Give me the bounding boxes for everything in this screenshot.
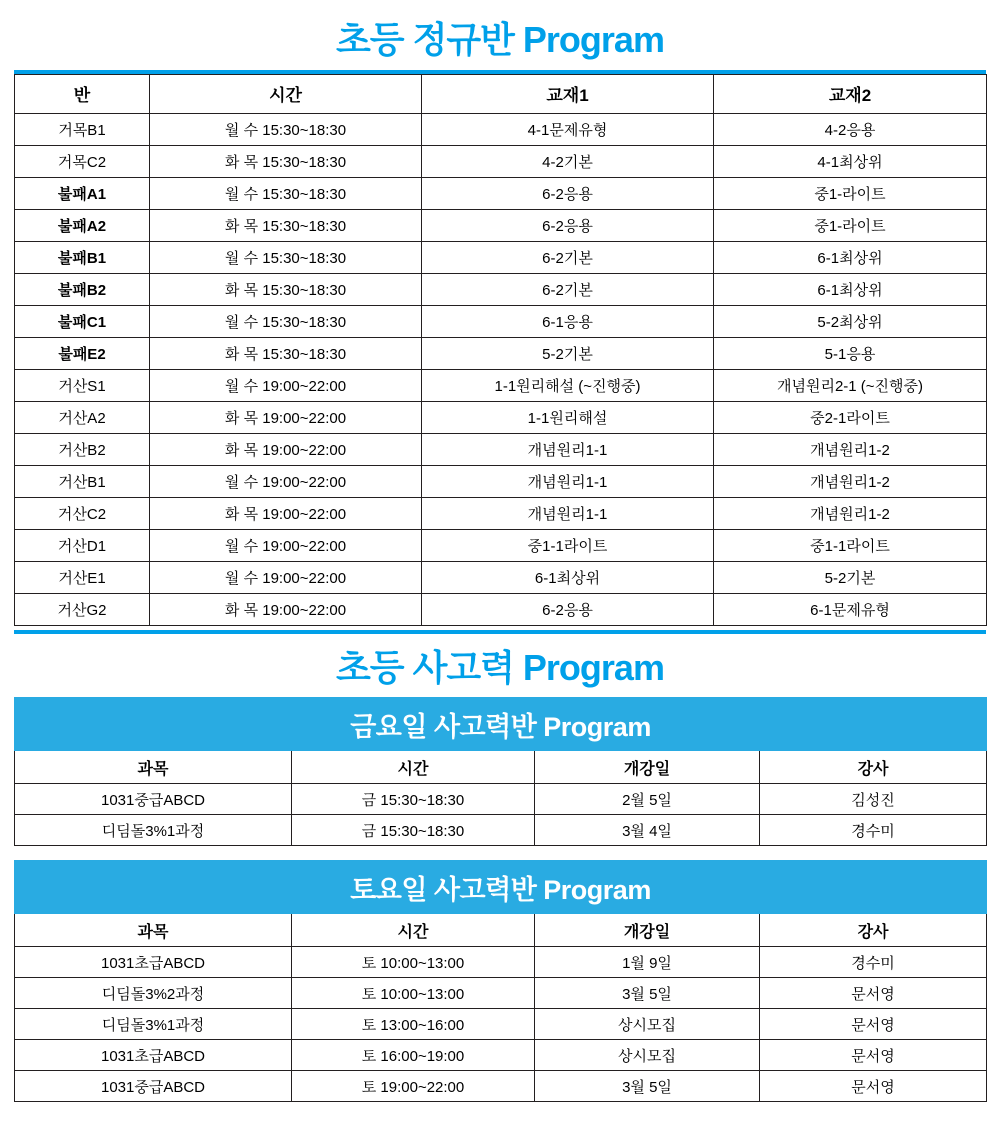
cell-book2: 중1-라이트 bbox=[714, 209, 987, 241]
cell-book2: 개념원리1-2 bbox=[714, 433, 987, 465]
table-row bbox=[15, 561, 987, 593]
cell-book2: 6-1최상위 bbox=[714, 241, 987, 273]
cell-class-name: 불패A2 bbox=[15, 209, 150, 241]
column-header-time: 시간 bbox=[292, 751, 535, 784]
cell-time: 화 목 19:00~22:00 bbox=[150, 593, 422, 625]
table-row bbox=[15, 433, 987, 465]
cell-book2: 6-1최상위 bbox=[714, 273, 987, 305]
table-row bbox=[15, 815, 987, 846]
cell-time: 화 목 19:00~22:00 bbox=[150, 401, 422, 433]
table-header-row-saturday bbox=[15, 914, 987, 947]
table-row bbox=[15, 177, 987, 209]
cell-time: 토 16:00~19:00 bbox=[292, 1040, 535, 1071]
cell-class-name: 불패B1 bbox=[15, 241, 150, 273]
cell-class-name: 거산B1 bbox=[15, 465, 150, 497]
cell-time: 토 13:00~16:00 bbox=[292, 1009, 535, 1040]
cell-time: 화 목 15:30~18:30 bbox=[150, 145, 422, 177]
cell-teacher: 문서영 bbox=[760, 978, 987, 1009]
cell-teacher: 문서영 bbox=[760, 1009, 987, 1040]
table-header-row bbox=[15, 74, 987, 113]
table-row bbox=[15, 947, 987, 978]
cell-book1: 6-2응용 bbox=[422, 209, 714, 241]
column-header-book2: 교재2 bbox=[714, 74, 987, 113]
table-row bbox=[15, 784, 987, 815]
cell-book1: 4-1문제유형 bbox=[422, 113, 714, 145]
cell-time: 월 수 15:30~18:30 bbox=[150, 241, 422, 273]
cell-time: 월 수 15:30~18:30 bbox=[150, 177, 422, 209]
cell-class-name: 거산B2 bbox=[15, 433, 150, 465]
cell-book1: 5-2기본 bbox=[422, 337, 714, 369]
regular-program-table bbox=[14, 74, 987, 626]
cell-time: 토 19:00~22:00 bbox=[292, 1071, 535, 1102]
cell-teacher: 경수미 bbox=[760, 815, 987, 846]
cell-class-name: 불패A1 bbox=[15, 177, 150, 209]
cell-start-date: 2월 5일 bbox=[535, 784, 760, 815]
cell-start-date: 1월 9일 bbox=[535, 947, 760, 978]
table-row bbox=[15, 273, 987, 305]
cell-time: 월 수 15:30~18:30 bbox=[150, 305, 422, 337]
table-row bbox=[15, 369, 987, 401]
column-header-subject: 과목 bbox=[15, 914, 292, 947]
cell-book2: 6-1문제유형 bbox=[714, 593, 987, 625]
table-row bbox=[15, 113, 987, 145]
cell-teacher: 문서영 bbox=[760, 1040, 987, 1071]
banner-row-saturday bbox=[15, 861, 987, 914]
cell-book2: 중1-라이트 bbox=[714, 177, 987, 209]
table-row bbox=[15, 497, 987, 529]
cell-time: 화 목 15:30~18:30 bbox=[150, 273, 422, 305]
cell-start-date: 상시모집 bbox=[535, 1040, 760, 1071]
cell-class-name: 거목C2 bbox=[15, 145, 150, 177]
cell-class-name: 거산C2 bbox=[15, 497, 150, 529]
column-header-book1: 교재1 bbox=[422, 74, 714, 113]
cell-subject: 1031초급ABCD bbox=[15, 947, 292, 978]
cell-time: 화 목 15:30~18:30 bbox=[150, 337, 422, 369]
cell-start-date: 3월 5일 bbox=[535, 1071, 760, 1102]
cell-time: 월 수 19:00~22:00 bbox=[150, 369, 422, 401]
column-header-class: 반 bbox=[15, 74, 150, 113]
column-header-teacher: 강사 bbox=[760, 751, 987, 784]
cell-class-name: 거산D1 bbox=[15, 529, 150, 561]
cell-teacher: 경수미 bbox=[760, 947, 987, 978]
cell-book2: 개념원리2-1 (~진행중) bbox=[714, 369, 987, 401]
cell-subject: 디딤돌3%2과정 bbox=[15, 978, 292, 1009]
cell-book1: 6-2기본 bbox=[422, 241, 714, 273]
cell-time: 월 수 19:00~22:00 bbox=[150, 561, 422, 593]
cell-teacher: 김성진 bbox=[760, 784, 987, 815]
table-row bbox=[15, 1071, 987, 1102]
banner-friday: 금요일 사고력반 Program bbox=[15, 698, 987, 751]
cell-book2: 4-2응용 bbox=[714, 113, 987, 145]
cell-time: 금 15:30~18:30 bbox=[292, 784, 535, 815]
table-row bbox=[15, 593, 987, 625]
table-row bbox=[15, 529, 987, 561]
cell-time: 토 10:00~13:00 bbox=[292, 947, 535, 978]
cell-book1: 6-1최상위 bbox=[422, 561, 714, 593]
banner-row-friday bbox=[15, 698, 987, 751]
cell-book1: 1-1원리해설 (~진행중) bbox=[422, 369, 714, 401]
column-header-time: 시간 bbox=[292, 914, 535, 947]
table-row bbox=[15, 465, 987, 497]
cell-book2: 5-2최상위 bbox=[714, 305, 987, 337]
cell-class-name: 불패E2 bbox=[15, 337, 150, 369]
cell-time: 월 수 19:00~22:00 bbox=[150, 529, 422, 561]
spacer-between-subtables bbox=[0, 846, 1000, 860]
cell-book2: 개념원리1-2 bbox=[714, 465, 987, 497]
cell-book2: 4-1최상위 bbox=[714, 145, 987, 177]
cell-subject: 1031중급ABCD bbox=[15, 1071, 292, 1102]
cell-book2: 5-1응용 bbox=[714, 337, 987, 369]
table-row bbox=[15, 145, 987, 177]
cell-class-name: 불패C1 bbox=[15, 305, 150, 337]
cell-book1: 4-2기본 bbox=[422, 145, 714, 177]
cell-teacher: 문서영 bbox=[760, 1071, 987, 1102]
cell-time: 화 목 19:00~22:00 bbox=[150, 433, 422, 465]
cell-class-name: 거산A2 bbox=[15, 401, 150, 433]
cell-start-date: 상시모집 bbox=[535, 1009, 760, 1040]
cell-book2: 5-2기본 bbox=[714, 561, 987, 593]
cell-book2: 개념원리1-2 bbox=[714, 497, 987, 529]
table-row bbox=[15, 337, 987, 369]
column-header-subject: 과목 bbox=[15, 751, 292, 784]
table-row bbox=[15, 401, 987, 433]
cell-book1: 6-2응용 bbox=[422, 593, 714, 625]
column-header-time: 시간 bbox=[150, 74, 422, 113]
cell-class-name: 불패B2 bbox=[15, 273, 150, 305]
section-title-thinking-program: 초등 사고력 Program bbox=[336, 646, 664, 688]
cell-book1: 개념원리1-1 bbox=[422, 465, 714, 497]
table-header-row-friday bbox=[15, 751, 987, 784]
cell-class-name: 거목B1 bbox=[15, 113, 150, 145]
table-row bbox=[15, 1040, 987, 1071]
saturday-thinking-class-table bbox=[14, 860, 987, 1102]
table-row bbox=[15, 305, 987, 337]
cell-subject: 1031중급ABCD bbox=[15, 784, 292, 815]
cell-time: 토 10:00~13:00 bbox=[292, 978, 535, 1009]
cell-book1: 1-1원리해설 bbox=[422, 401, 714, 433]
cell-time: 월 수 15:30~18:30 bbox=[150, 113, 422, 145]
cell-book1: 6-1응용 bbox=[422, 305, 714, 337]
column-header-start-date: 개강일 bbox=[535, 914, 760, 947]
cell-subject: 디딤돌3%1과정 bbox=[15, 1009, 292, 1040]
cell-class-name: 거산E1 bbox=[15, 561, 150, 593]
section-title-regular-program: 초등 정규반 Program bbox=[336, 19, 664, 60]
cell-book2: 중1-1라이트 bbox=[714, 529, 987, 561]
banner-saturday: 토요일 사고력반 Program bbox=[15, 861, 987, 914]
cell-start-date: 3월 4일 bbox=[535, 815, 760, 846]
table-row bbox=[15, 209, 987, 241]
cell-book1: 개념원리1-1 bbox=[422, 433, 714, 465]
cell-time: 화 목 19:00~22:00 bbox=[150, 497, 422, 529]
friday-thinking-class-table bbox=[14, 697, 987, 846]
cell-subject: 디딤돌3%1과정 bbox=[15, 815, 292, 846]
column-header-start-date: 개강일 bbox=[535, 751, 760, 784]
cell-book1: 6-2응용 bbox=[422, 177, 714, 209]
cell-book1: 중1-1라이트 bbox=[422, 529, 714, 561]
cell-time: 금 15:30~18:30 bbox=[292, 815, 535, 846]
table-row bbox=[15, 1009, 987, 1040]
cell-book1: 개념원리1-1 bbox=[422, 497, 714, 529]
cell-time: 화 목 15:30~18:30 bbox=[150, 209, 422, 241]
cell-start-date: 3월 5일 bbox=[535, 978, 760, 1009]
cell-subject: 1031초급ABCD bbox=[15, 1040, 292, 1071]
table-row bbox=[15, 241, 987, 273]
column-header-teacher: 강사 bbox=[760, 914, 987, 947]
cell-time: 월 수 19:00~22:00 bbox=[150, 465, 422, 497]
table-row bbox=[15, 978, 987, 1009]
cell-book2: 중2-1라이트 bbox=[714, 401, 987, 433]
cell-book1: 6-2기본 bbox=[422, 273, 714, 305]
cell-class-name: 거산S1 bbox=[15, 369, 150, 401]
cell-class-name: 거산G2 bbox=[15, 593, 150, 625]
